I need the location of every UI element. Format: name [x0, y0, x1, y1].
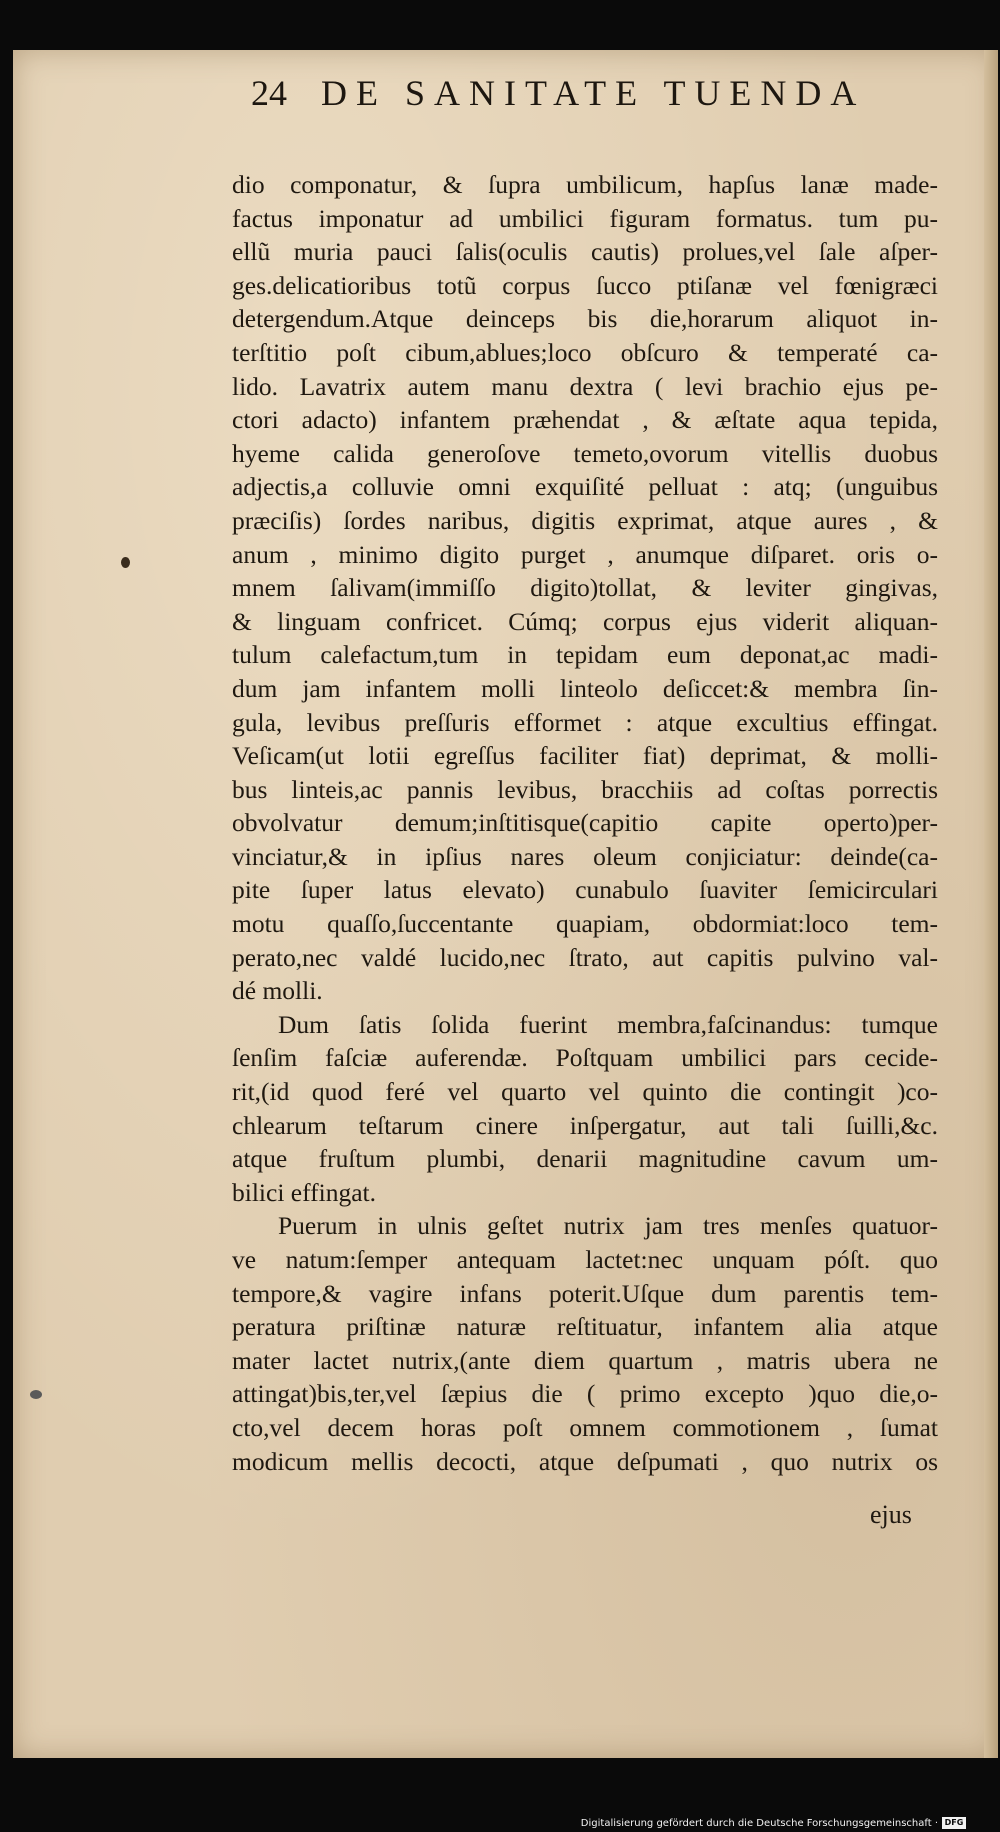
text-line: ve natum:ſemper antequam lactet:nec unquam póſt. quo	[232, 1245, 938, 1274]
text-line: tempore,& vagire infans poterit.Uſque dum parentis tem-	[232, 1278, 938, 1308]
text-line: bilici effingat.	[232, 1177, 376, 1207]
text-line: anum , minimo digito purget , anumque diſparet. oris o-	[232, 539, 938, 569]
text-line: ges.delicatioribus totũ corpus ſucco ptiſanæ vel fœnigræci	[232, 270, 938, 300]
text-line: Dum ſatis ſolida fuerint membra,faſcinandus: tumque	[278, 1009, 938, 1039]
text-line: adjectis,a colluvie omni exquiſité pelluat : atq; (unguibus	[232, 472, 938, 502]
text-line: dum jam infantem molli linteolo deſiccet:& membra ſin-	[232, 673, 938, 703]
text-line: dé molli.	[232, 976, 323, 1006]
dfg-logo: DFG	[942, 1817, 966, 1829]
text-line: cto,vel decem horas poſt omnem commotionem , ſumat	[232, 1412, 938, 1442]
ink-speck	[121, 557, 130, 568]
running-head	[251, 72, 891, 124]
page-number: 24	[251, 73, 287, 113]
text-line: præciſis) ſordes naribus, digitis exprimat, atque aures , &	[232, 505, 938, 535]
text-line: lido. Lavatrix autem manu dextra ( levi brachio ejus pe-	[232, 371, 938, 401]
text-line: gula, levibus preſſuris efformet : atque excultius effingat.	[232, 707, 938, 737]
text-line: atque fruſtum plumbi, denarii magnitudine cavum um-	[232, 1144, 938, 1174]
text-line: obvolvatur demum;inſtitisque(capitio capite operto)per-	[232, 808, 938, 838]
ink-speck	[30, 1390, 42, 1399]
text-line: ctori adacto) infantem præhendat , & æſtate aqua tepida,	[232, 405, 938, 435]
text-line: motu quaſſo,ſuccentante quapiam, obdormiat:loco tem-	[232, 909, 938, 939]
text-line: ellũ muria pauci ſalis(oculis cautis) prolues,vel ſale aſper-	[232, 237, 938, 267]
running-head-title: DE SANITATE TUENDA	[321, 73, 866, 113]
footer-credit-text: Digitalisierung gefördert durch die Deutsche Forschungsgemeinschaft ·	[580, 1817, 938, 1829]
text-line: bus linteis,ac pannis levibus, bracchiis ad coſtas porrectis	[232, 774, 938, 804]
text-line: attingat)bis,ter,vel ſæpius die ( primo excepto )quo die,o-	[232, 1379, 938, 1409]
text-line: rit,(id quod feré vel quarto vel quinto die contingit )co-	[232, 1077, 938, 1107]
text-line: peratura priſtinæ naturæ reſtituatur, infantem alia atque	[232, 1312, 938, 1342]
text-line: dio componatur, & ſupra umbilicum, hapſus lanæ made-	[232, 170, 938, 199]
text-line: vinciatur,& in ipſius nares oleum conjiciatur: deinde(ca-	[232, 841, 938, 871]
text-line: factus imponatur ad umbilici figuram formatus. tum pu-	[232, 203, 938, 233]
text-line: & linguam confricet. Cúmq; corpus ejus viderit aliquan-	[232, 606, 938, 636]
footer-credit	[581, 1815, 966, 1831]
text-line: chlearum teſtarum cinere inſpergatur, aut tali ſuilli,&c.	[232, 1110, 938, 1140]
text-line: Puerum in ulnis geſtet nutrix jam tres menſes quatuor-	[278, 1211, 938, 1241]
text-line: hyeme calida generoſove temeto,ovorum vitellis duobus	[232, 438, 938, 468]
catchword: ejus	[870, 1500, 912, 1529]
text-line: detergendum.Atque deinceps bis die,horarum aliquot in-	[232, 304, 938, 334]
text-line: terſtitio poſt cibum,ablues;loco obſcuro & temperaté ca-	[232, 337, 938, 367]
text-line: tulum calefactum,tum in tepidam eum deponat,ac madi-	[232, 640, 938, 670]
text-line: modicum mellis decocti, atque deſpumati , quo nutrix os	[232, 1446, 938, 1476]
text-line: pite ſuper latus elevato) cunabulo ſuaviter ſemicirculari	[232, 875, 938, 905]
page-edge	[984, 50, 998, 1758]
text-line: mnem ſalivam(immiſſo digito)tollat, & leviter gingivas,	[232, 573, 938, 603]
body-text	[232, 168, 938, 1478]
text-line: Veſicam(ut lotii egreſſus faciliter fiat) deprimat, & molli-	[232, 741, 938, 771]
text-line: perato,nec valdé lucido,nec ſtrato, aut capitis pulvino val-	[232, 942, 938, 972]
text-line: ſenſim faſciæ auferendæ. Poſtquam umbilici pars cecide-	[232, 1043, 938, 1073]
text-line: mater lactet nutrix,(ante diem quartum , matris ubera ne	[232, 1345, 938, 1375]
